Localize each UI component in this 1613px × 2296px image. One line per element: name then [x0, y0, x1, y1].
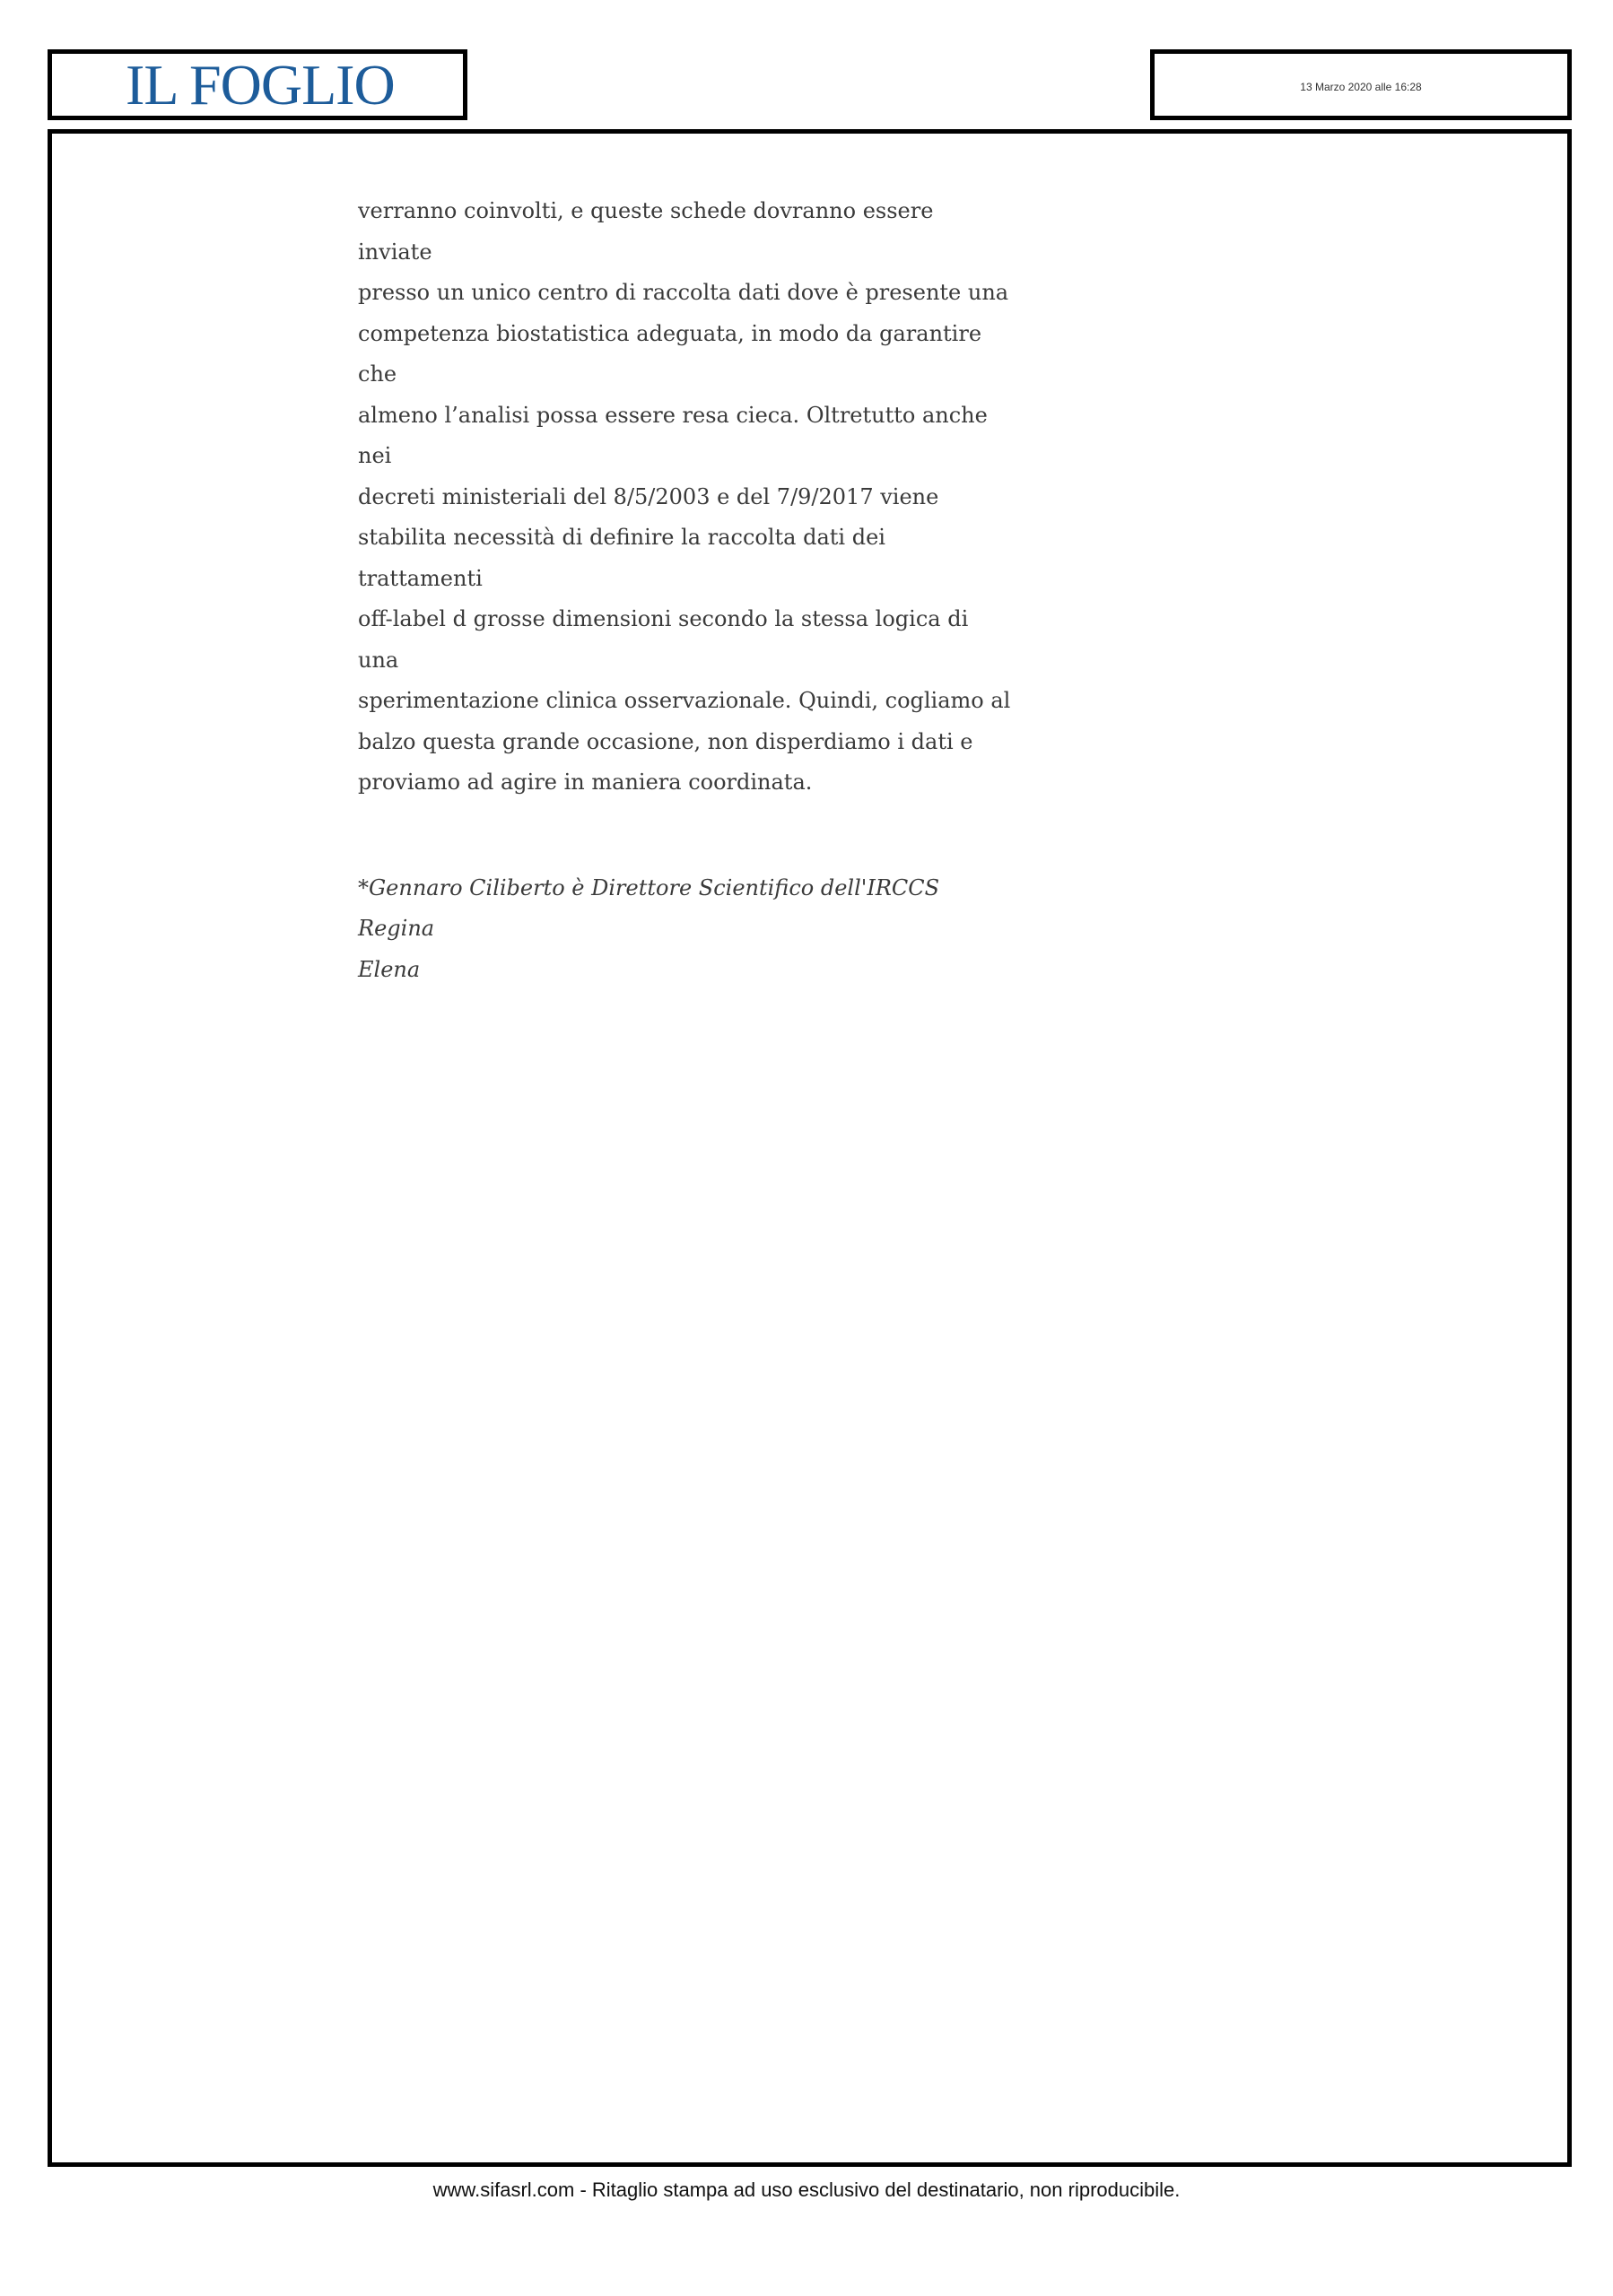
- newspaper-logo: IL FOGLIO: [126, 53, 395, 117]
- article-body: [358, 191, 1013, 990]
- author-byline: *Gennaro Ciliberto è Direttore Scientifico dell'IRCCS Regina Elena: [358, 874, 940, 982]
- header-date-box: [1150, 49, 1572, 120]
- header-logo-box: [48, 49, 467, 120]
- footer-copyright-note: www.sifasrl.com - Ritaglio stampa ad uso esclusivo del destinatario, non riproducibile.: [432, 2179, 1181, 2201]
- article-paragraph: verranno coinvolti, e queste schede dovranno essere inviate presso un unico centro di raccolta dati dove è presente una competenza biostatistica adeguata, in modo da garantire che almeno l’analisi possa essere resa cieca. Oltretutto anche nei decreti ministeriali del 8/5/2003 e del 7/9/2017 viene stabilita necessità di definire la raccolta dati dei trattamenti off-label d grosse dimensioni secondo la stessa logica di una sperimentazione clinica osservazionale. Quindi, cogliamo al balzo questa grande occasione, non disperdiamo i dati e proviamo ad agire in maniera coordinata.: [358, 198, 1011, 795]
- publication-date: 13 Marzo 2020 alle 16:28: [1300, 81, 1422, 93]
- article-frame: [48, 129, 1572, 2167]
